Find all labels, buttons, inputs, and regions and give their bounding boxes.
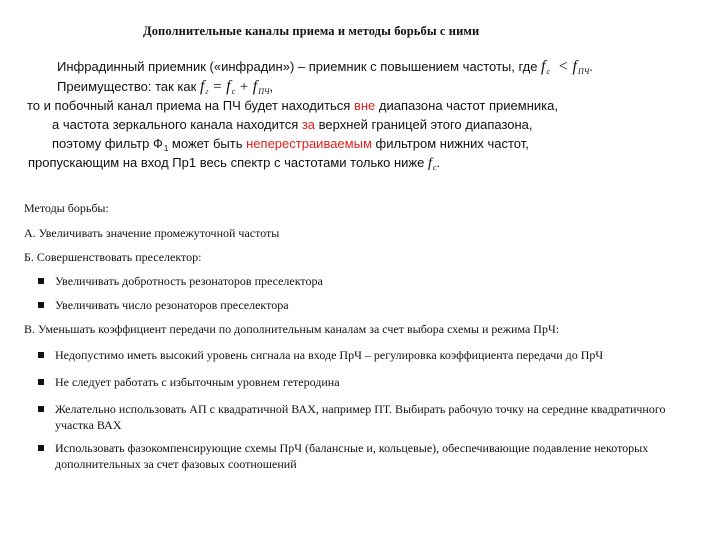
method-a: А. Увеличивать значение промежуточной частоты [24,226,280,240]
formula-f: f [572,58,577,75]
formula-sub: c [231,87,236,96]
formula-f: f [226,78,231,95]
formula-sub: ПЧ [258,87,270,96]
intro-text: а частота зеркального канала находится [52,117,302,132]
method-c: В. Уменьшать коэффициент передачи по дополнительным каналам за счет выбора схемы и режима ПрЧ: [24,322,560,336]
intro-text: Преимущество: так как [57,79,200,94]
intro-text: . [436,155,441,170]
formula-sub: 1 [163,144,169,153]
method-c-item-3: Желательно использовать АП с квадратичной ВАХ, например ПТ. Выбирать рабочую точку на середине квадратичного [55,402,666,416]
bullet-icon [38,406,44,412]
formula-sub: c [432,163,437,172]
methods-heading: Методы борьбы: [24,201,109,215]
intro-text: может быть [168,136,247,151]
method-b: Б. Совершенствовать преселектор: [24,250,202,264]
highlight-text: вне [353,98,376,113]
formula-sub: ПЧ [577,67,590,76]
bullet-icon [38,445,44,451]
formula-eq: = [208,79,227,95]
intro-text: , [269,79,274,94]
intro-line-4 [52,115,533,134]
formula-f: f [199,78,205,95]
page-title: Дополнительные каналы приема и методы борьбы с ними [143,24,480,38]
highlight-text: неперестраиваемым [246,136,372,151]
formula-sub: c [546,67,551,76]
intro-text: . [589,59,593,74]
formula-lt: < [557,58,569,75]
intro-text: то и побочный канал приема на ПЧ будет находиться [27,98,354,113]
intro-text: фильтром нижних частот, [371,136,529,151]
bullet-icon [38,278,44,284]
intro-line-3 [27,96,558,115]
method-c-item-2: Не следует работать с избыточным уровнем гетеродина [55,375,340,389]
method-b-item-1: Увеличивать добротность резонаторов преселектора [55,274,323,288]
method-c-item-1: Недопустимо иметь высокий уровень сигнала на входе ПрЧ – регулировка коэффициента передачи до ПрЧ [55,348,604,362]
formula-sub: г [205,87,209,96]
intro-line-6 [28,153,440,177]
intro-text: поэтому фильтр Ф [52,136,163,151]
method-c-item-4-cont: дополнительных за счет фазовых соотношений [55,457,297,471]
bullet-icon [38,379,44,385]
bullet-icon [38,352,44,358]
method-c-item-4: Использовать фазокомпенсирующие схемы ПрЧ (балансные и, кольцевые), обеспечивающие подавление некоторых [55,441,649,455]
formula-f: f [252,78,258,95]
formula-f: f [541,58,546,75]
bullet-icon [38,302,44,308]
method-c-item-3-cont: участка ВАХ [55,418,122,432]
highlight-text: за [301,117,316,132]
intro-text: Инфрадинный приемник («инфрадин») – приемник с повышением частоты, где [57,59,542,74]
intro-text: пропускающим на вход Пр1 весь спектр с частотами только ниже [28,155,428,170]
intro-text: верхней границей этого диапазона, [315,117,533,132]
formula-plus: + [235,79,253,95]
method-b-item-2: Увеличивать число резонаторов преселектора [55,298,289,312]
intro-text: диапазона частот приемника, [375,98,558,113]
formula-f: f [427,156,432,171]
